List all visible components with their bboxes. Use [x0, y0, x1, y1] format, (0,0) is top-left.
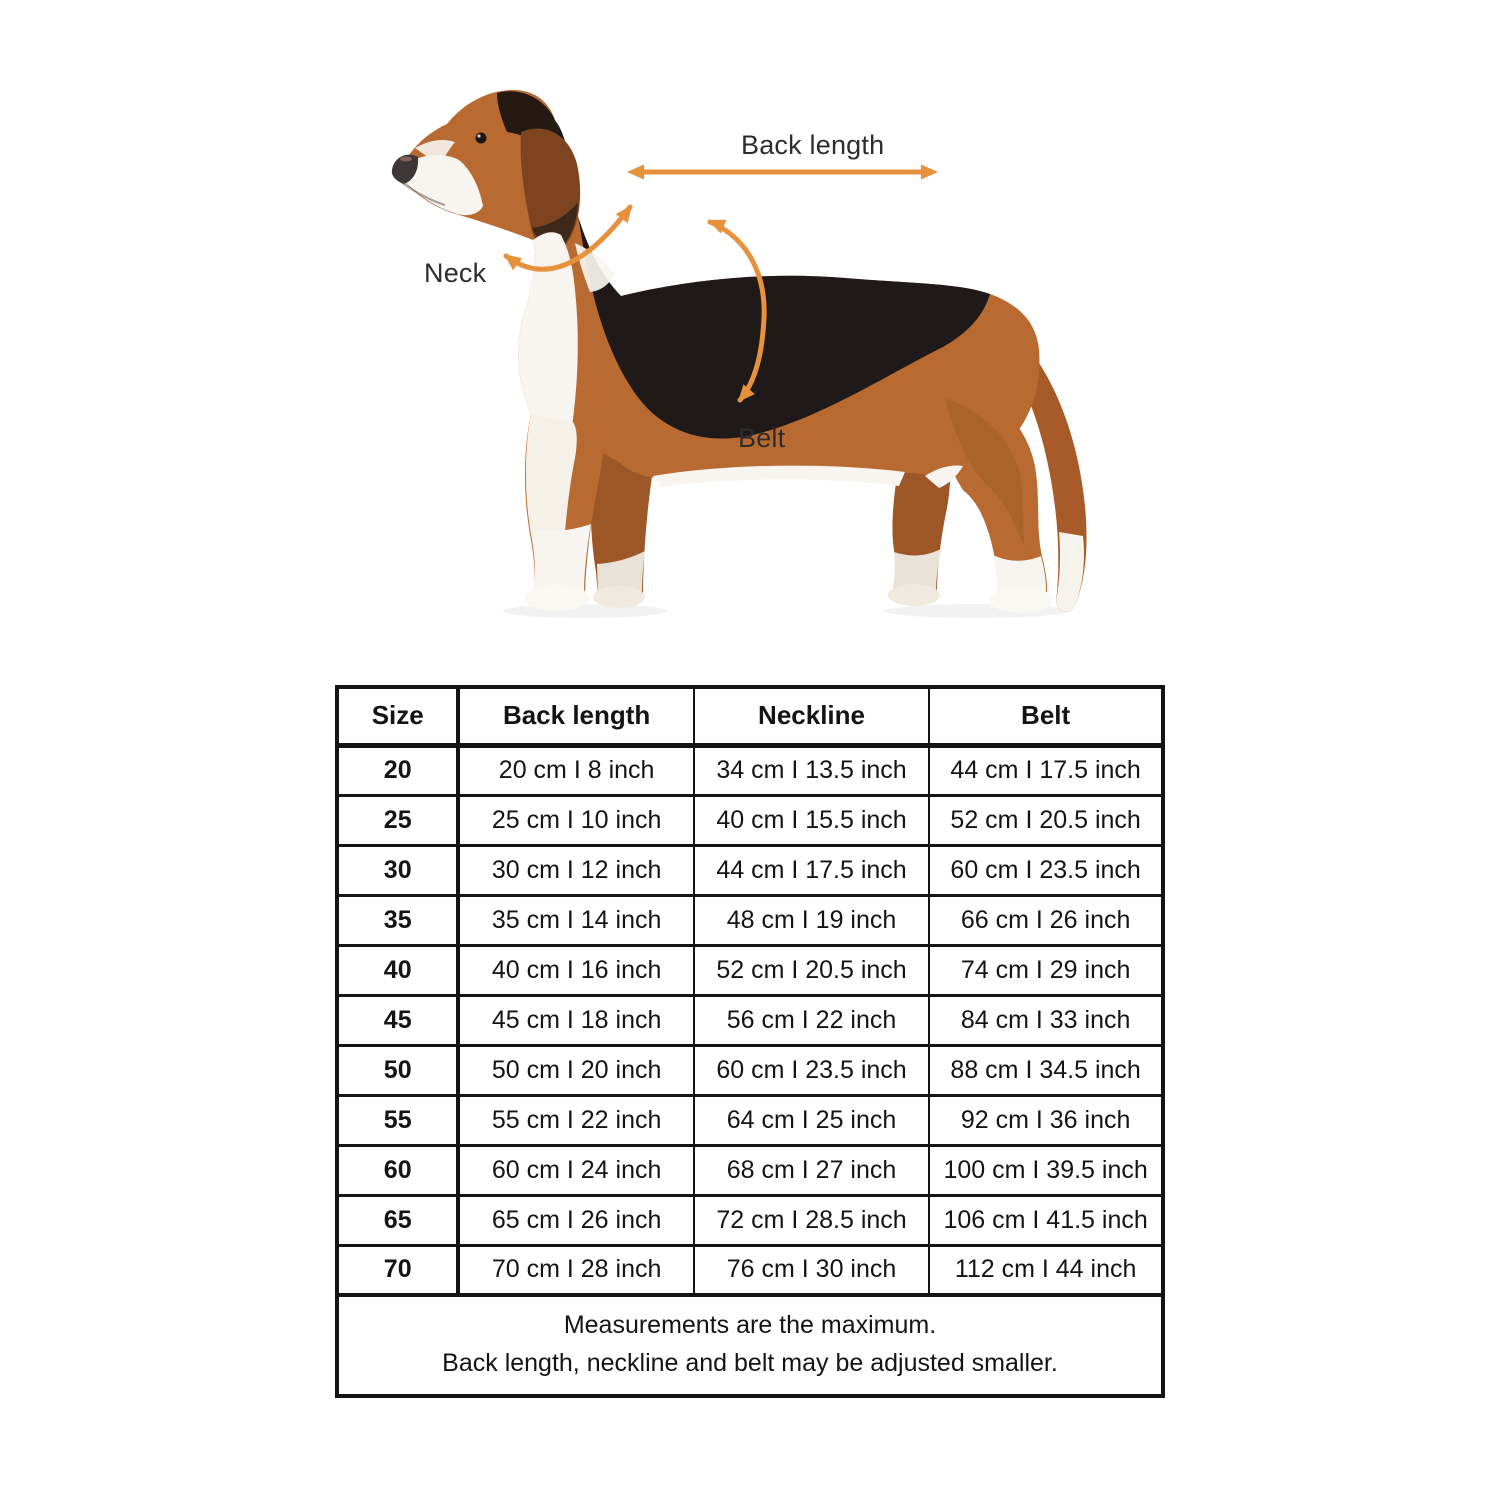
back-length-cell: 50 cm I 20 inch [458, 1045, 693, 1095]
neckline-cell: 60 cm I 23.5 inch [694, 1045, 929, 1095]
back-length-cell: 30 cm I 12 inch [458, 845, 693, 895]
belt-cell: 84 cm I 33 inch [929, 995, 1163, 1045]
belt-cell: 100 cm I 39.5 inch [929, 1145, 1163, 1195]
size-table-row [337, 1245, 1163, 1295]
belt-cell: 92 cm I 36 inch [929, 1095, 1163, 1145]
size-cell: 20 [337, 745, 458, 795]
belt-cell: 74 cm I 29 inch [929, 945, 1163, 995]
back-length-cell: 40 cm I 16 inch [458, 945, 693, 995]
size-cell: 70 [337, 1245, 458, 1295]
neckline-cell: 64 cm I 25 inch [694, 1095, 929, 1145]
footnote-line-1: Measurements are the maximum. [563, 1311, 937, 1339]
footnote-line-2: Back length, neckline and belt may be adjusted smaller. [442, 1348, 1058, 1377]
back-length-cell: 70 cm I 28 inch [458, 1245, 693, 1295]
size-table-row [337, 945, 1163, 995]
size-table-row [337, 845, 1163, 895]
neckline-cell: 40 cm I 15.5 inch [694, 795, 929, 845]
neckline-cell: 56 cm I 22 inch [694, 995, 929, 1045]
belt-cell: 60 cm I 23.5 inch [929, 845, 1163, 895]
back-length-cell: 25 cm I 10 inch [458, 795, 693, 845]
size-table-row [337, 745, 1163, 795]
belt-cell: 112 cm I 44 inch [929, 1245, 1163, 1295]
neckline-cell: 48 cm I 19 inch [694, 895, 929, 945]
table-footnote [337, 1295, 1163, 1396]
size-cell: 40 [337, 945, 458, 995]
neckline-cell: 44 cm I 17.5 inch [694, 845, 929, 895]
size-cell: 65 [337, 1195, 458, 1245]
size-cell: 50 [337, 1045, 458, 1095]
belt-label: Belt [738, 423, 786, 453]
size-chart [335, 685, 1165, 1398]
belt-cell: 66 cm I 26 inch [929, 895, 1163, 945]
back-length-cell: 60 cm I 24 inch [458, 1145, 693, 1195]
size-table-row [337, 995, 1163, 1045]
column-header-size: Size [337, 687, 458, 745]
back-length-label: Back length [741, 130, 885, 160]
column-header-neckline: Neckline [694, 687, 929, 745]
size-cell: 30 [337, 845, 458, 895]
neckline-cell: 76 cm I 30 inch [694, 1245, 929, 1295]
back-length-cell: 65 cm I 26 inch [458, 1195, 693, 1245]
back-length-cell: 45 cm I 18 inch [458, 995, 693, 1045]
size-chart-table [335, 685, 1165, 1398]
neck-label: Neck [424, 258, 487, 288]
dog-eye [476, 133, 487, 144]
belt-cell: 44 cm I 17.5 inch [929, 745, 1163, 795]
size-cell: 55 [337, 1095, 458, 1145]
belt-cell: 88 cm I 34.5 inch [929, 1045, 1163, 1095]
neckline-cell: 72 cm I 28.5 inch [694, 1195, 929, 1245]
size-cell: 35 [337, 895, 458, 945]
size-table-row [337, 1095, 1163, 1145]
back-length-arrow [627, 165, 938, 180]
neckline-cell: 52 cm I 20.5 inch [694, 945, 929, 995]
dog-tail-tip [1056, 532, 1084, 612]
size-cell: 45 [337, 995, 458, 1045]
size-table-body [337, 745, 1163, 1295]
dog-measurement-diagram [385, 78, 1095, 633]
size-cell: 25 [337, 795, 458, 845]
size-table-row [337, 1195, 1163, 1245]
header-row [337, 687, 1163, 745]
belt-cell: 106 cm I 41.5 inch [929, 1195, 1163, 1245]
neckline-cell: 68 cm I 27 inch [694, 1145, 929, 1195]
size-table-row [337, 1145, 1163, 1195]
back-length-cell: 20 cm I 8 inch [458, 745, 693, 795]
footer-row [337, 1295, 1163, 1396]
size-table-row [337, 895, 1163, 945]
size-cell: 60 [337, 1145, 458, 1195]
neckline-cell: 34 cm I 13.5 inch [694, 745, 929, 795]
column-header-back-length: Back length [458, 687, 693, 745]
belt-cell: 52 cm I 20.5 inch [929, 795, 1163, 845]
dog-illustration [392, 90, 1087, 618]
size-table-row [337, 1045, 1163, 1095]
size-table-row [337, 795, 1163, 845]
column-header-belt: Belt [929, 687, 1163, 745]
back-length-cell: 55 cm I 22 inch [458, 1095, 693, 1145]
back-length-cell: 35 cm I 14 inch [458, 895, 693, 945]
